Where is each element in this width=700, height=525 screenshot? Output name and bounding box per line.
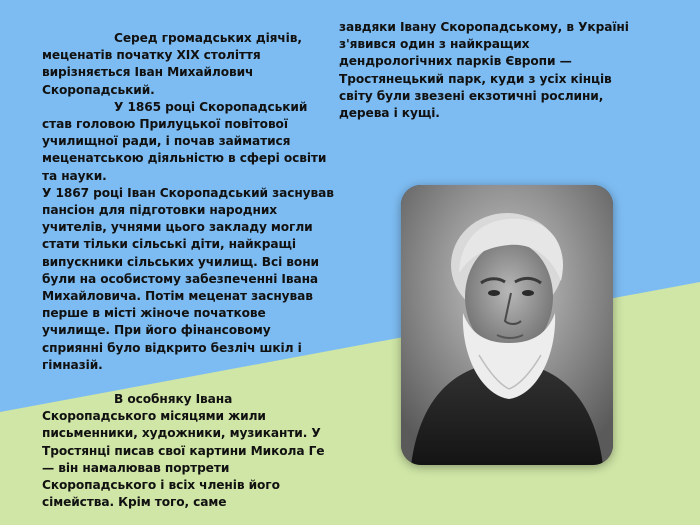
left-text-column xyxy=(42,30,334,511)
paragraph-intro: Серед громадських діячів, меценатів початку XIX століття вирізняється Іван Михайлович Скоропадський. xyxy=(42,31,302,97)
portrait-photo xyxy=(401,185,613,465)
portrait-photo-icon xyxy=(401,185,613,465)
paragraph-1865: У 1865 році Скоропадський став головою Прилуцької повітової училищної ради, і почав займатися меценатською діяльністю в сфері освіти та науки. xyxy=(42,99,327,183)
paragraph-park: завдяки Івану Скоропадському, в Україні з'явився один з найкращих дендрологічних парків Європи — Тростянецький парк, куди з усіх кінців світу були звезені екзотичні рослини, дерева і кущі. xyxy=(339,20,629,121)
spacer xyxy=(42,374,334,391)
right-text-column xyxy=(339,19,635,122)
paragraph-1867: У 1867 році Іван Скоропадський заснував пансіон для підготовки народних учителів, учнями цього закладу могли стати тільки сільські діти, найкращі випускники сільських училищ. Всі вони були на особистому забезпеченні Івана Михайловича. Потім меценат заснував перше в місті жіноче початкове училище. При його фінансовому сприянні було відкрито безліч шкіл і гімназій. xyxy=(42,185,334,372)
paragraph-mansion: В особняку Івана Скоропадського місяцями жили письменники, художники, музиканти. У Тростянці писав свої картини Микола Ге — він намалював портрети Скоропадського і всіх членів його сімейства. Крім того, саме xyxy=(42,392,325,510)
